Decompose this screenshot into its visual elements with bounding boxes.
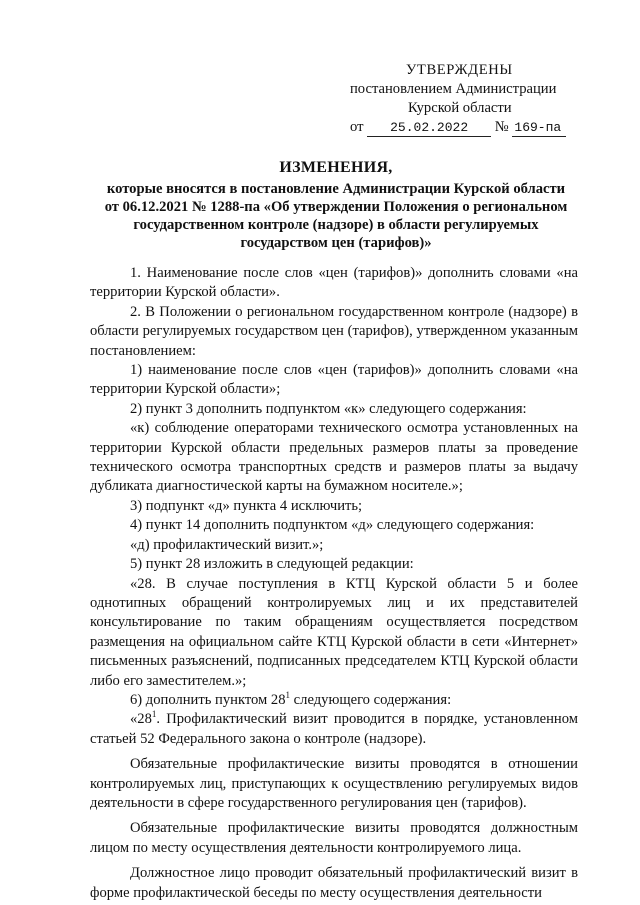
heading-line: государством цен (тарифов)» bbox=[240, 235, 432, 251]
paragraph: Обязательные профилактические визиты проводятся в отношении контролируемых лиц, приступающих к осуществлению регулируемых видов деятельности в сфере государственного регулирования цен (тарифов). bbox=[90, 756, 578, 811]
paragraph: 4) пункт 14 дополнить подпунктом «д» следующего содержания: bbox=[130, 517, 535, 534]
approval-date-row bbox=[350, 118, 608, 137]
paragraph bbox=[90, 691, 578, 710]
heading-line: от 06.12.2021 № 1288-па «Об утверждении Положения о региональном bbox=[104, 199, 568, 215]
approval-stamp bbox=[348, 61, 608, 137]
paragraph: 5) пункт 28 изложить в следующей редакции: bbox=[130, 556, 414, 573]
paragraph: 2) пункт 3 дополнить подпунктом «к» следующего содержания: bbox=[130, 400, 527, 417]
heading-line: государственном контроле (надзоре) в области регулируемых bbox=[133, 217, 539, 233]
approval-region: Курской области bbox=[408, 100, 512, 116]
paragraph-text: следующего содержания: bbox=[290, 691, 452, 708]
paragraph: 2. В Положении о региональном государственном контроле (надзоре) в области регулируемых государством цен (тарифов), утвержденном указанным постановлением: bbox=[90, 303, 578, 359]
paragraph bbox=[90, 710, 578, 749]
heading-title: ИЗМЕНЕНИЯ, bbox=[279, 159, 393, 176]
approval-title: УТВЕРЖДЕНЫ bbox=[406, 62, 513, 78]
paragraph: 1) наименование после слов «цен (тарифов)» дополнить словами «на территории Курской области»; bbox=[90, 362, 578, 398]
heading-line: которые вносятся в постановление Администрации Курской области bbox=[106, 181, 566, 197]
paragraph-text: . Профилактический визит проводится в порядке, установленном статьей 52 Федерального закона о контроле (надзоре). bbox=[90, 711, 578, 747]
paragraph-text: «28 bbox=[130, 711, 152, 728]
date-prefix: от bbox=[350, 119, 364, 135]
superscript: 1 bbox=[151, 709, 157, 720]
superscript: 1 bbox=[285, 690, 291, 701]
paragraph: «к) соблюдение операторами технического осмотра установленных на территории Курской области предельных размеров платы за проведение технического осмотра транспортных средств и размеров платы за выдачу дубликата диагностической карты на бумажном носителе.»; bbox=[90, 420, 578, 495]
paragraph: 1. Наименование после слов «цен (тарифов)» дополнить словами «на территории Курской области». bbox=[90, 265, 578, 301]
number-prefix: № bbox=[494, 119, 509, 135]
approval-issuer: постановлением Администрации bbox=[350, 81, 557, 97]
paragraph: Обязательные профилактические визиты проводятся должностным лицом по месту осуществления деятельности контролируемого лица. bbox=[90, 820, 578, 856]
document-heading bbox=[86, 159, 586, 252]
paragraph: «д) профилактический визит.»; bbox=[130, 536, 324, 553]
paragraph: 3) подпункт «д» пункта 4 исключить; bbox=[130, 497, 363, 514]
paragraph: «28. В случае поступления в КТЦ Курской области 5 и более однотипных обращений контролируемых лиц и их представителей консультирование по таким обращениям осуществляется посредством размещения на официальном сайте КТЦ Курской области в сети «Интернет» письменных разъяснений, подписанных председателем КТЦ Курской области либо его заместителем.»; bbox=[90, 575, 578, 689]
approval-number: 169-па bbox=[512, 120, 566, 137]
document-body bbox=[90, 264, 578, 903]
paragraph-text: 6) дополнить пунктом 28 bbox=[130, 691, 286, 708]
paragraph: Должностное лицо проводит обязательный профилактический визит в форме профилактической беседы по месту осуществления деятельности bbox=[90, 865, 578, 901]
approval-date: 25.02.2022 bbox=[367, 120, 491, 137]
